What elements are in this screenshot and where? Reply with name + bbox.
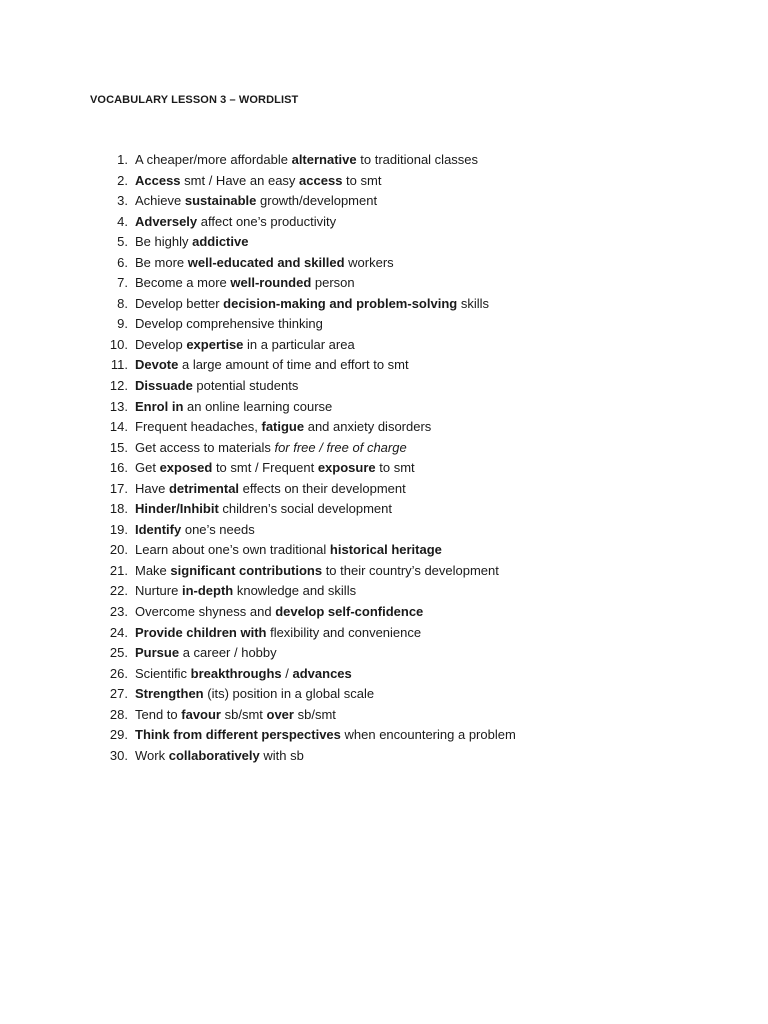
vocab-term: alternative: [291, 152, 357, 167]
item-number: 15.: [109, 439, 128, 455]
vocab-term: advances: [292, 665, 352, 681]
vocab-term: Dissuade: [135, 378, 193, 394]
item-number: 22.: [109, 583, 128, 599]
item-number: 12.: [109, 378, 128, 394]
item-number: 19.: [109, 521, 128, 537]
item-number: 8.: [117, 295, 128, 311]
item-text: [135, 212, 336, 233]
item-text: [135, 232, 248, 253]
item-number: 23.: [109, 604, 128, 620]
item-number: 5.: [117, 234, 128, 250]
vocab-term: expertise: [186, 336, 244, 352]
plain-text: Overcome shyness and: [135, 604, 276, 620]
item-number: 6.: [117, 254, 128, 270]
item-text: [135, 417, 431, 438]
plain-text: sb/smt: [221, 706, 267, 722]
vocab-term: well-rounded: [230, 275, 312, 291]
vocab-term: over: [266, 706, 294, 722]
vocab-term: Provide children with: [135, 624, 267, 640]
item-text: [135, 479, 406, 500]
item-number: 7.: [117, 275, 128, 291]
item-number: 24.: [109, 624, 128, 640]
vocab-term: collaboratively: [168, 747, 260, 763]
item-text: [135, 581, 356, 602]
vocab-term: Hinder/Inhibit: [135, 501, 219, 517]
vocab-term: sustainable: [184, 193, 257, 209]
plain-text: a career / hobby: [179, 645, 277, 661]
vocab-term: fatigue: [261, 419, 305, 435]
item-text: [135, 191, 377, 212]
plain-text: with sb: [259, 747, 304, 763]
plain-text: Have: [135, 480, 169, 496]
plain-text: to their country’s development: [322, 562, 499, 578]
plain-text: children’s social development: [218, 501, 392, 517]
item-text: [135, 273, 355, 294]
item-text: [135, 294, 489, 315]
plain-text: one’s needs: [181, 521, 255, 537]
item-text: [135, 314, 323, 335]
vocab-term: exposure: [317, 460, 376, 476]
vocab-term: develop self-confidence: [275, 604, 424, 620]
item-text: [135, 623, 421, 644]
plain-text: in a particular area: [243, 336, 355, 352]
plain-text: to smt: [342, 172, 382, 188]
vocab-term: Access: [135, 172, 181, 188]
plain-text: flexibility and convenience: [266, 624, 422, 640]
item-number: 29.: [109, 727, 128, 743]
item-number: 4.: [117, 213, 128, 229]
item-text: [135, 643, 277, 664]
plain-text: effects on their development: [239, 480, 406, 496]
plain-text: Develop: [135, 336, 187, 352]
plain-text: /: [281, 665, 293, 681]
vocab-term: Enrol in: [135, 398, 184, 414]
plain-text: sb/smt: [293, 706, 336, 722]
plain-text: knowledge and skills: [233, 583, 357, 599]
item-text: [135, 171, 381, 192]
item-text: [135, 684, 374, 705]
plain-text: workers: [344, 254, 394, 270]
plain-text: and anxiety disorders: [304, 419, 432, 435]
plain-text: Work: [135, 747, 169, 763]
plain-text: Learn about one’s own traditional: [135, 542, 330, 558]
item-number: 16.: [109, 460, 128, 476]
item-number: 14.: [109, 419, 128, 435]
plain-text: Develop comprehensive thinking: [135, 316, 323, 332]
item-text: [135, 335, 355, 356]
item-text: [135, 561, 499, 582]
vocab-term: Identify: [135, 521, 182, 537]
item-text: [135, 602, 423, 623]
plain-text: to traditional classes: [356, 152, 479, 167]
plain-text: affect one’s productivity: [197, 213, 337, 229]
plain-text: Develop better: [135, 295, 224, 311]
item-text: [135, 664, 352, 685]
plain-text: Frequent headaches,: [135, 419, 262, 435]
item-number: 27.: [109, 686, 128, 702]
vocab-term: in-depth: [181, 583, 234, 599]
plain-text: a large amount of time and effort to smt: [178, 357, 409, 373]
item-number: 26.: [109, 665, 128, 681]
vocab-term: Strengthen: [135, 686, 204, 702]
document-title: VOCABULARY LESSON 3 – WORDLIST: [90, 94, 299, 106]
vocab-term: Pursue: [135, 645, 180, 661]
plain-text: Get: [135, 460, 160, 476]
plain-text: Achieve: [135, 193, 185, 209]
item-text: [135, 355, 409, 376]
item-text: [135, 705, 336, 726]
item-text: [135, 438, 407, 459]
item-number: 9.: [117, 316, 128, 332]
item-number: 10.: [109, 336, 128, 352]
item-number: 2.: [117, 172, 128, 188]
vocab-term: Adversely: [135, 213, 198, 229]
plain-text: Nurture: [135, 583, 182, 599]
item-number: 25.: [109, 645, 128, 661]
plain-text: to smt / Frequent: [212, 460, 318, 476]
vocab-term: exposed: [159, 460, 213, 476]
plain-text: smt / Have an easy: [180, 172, 300, 188]
item-number: 30.: [109, 747, 128, 763]
item-text: [135, 540, 442, 561]
vocab-term: access: [299, 172, 343, 188]
vocab-term: breakthroughs: [190, 665, 282, 681]
item-text: [135, 376, 298, 397]
plain-text: to smt: [375, 460, 415, 476]
item-text: [135, 397, 332, 418]
plain-text: an online learning course: [183, 398, 333, 414]
plain-text: growth/development: [256, 193, 378, 209]
plain-text: skills: [457, 295, 489, 311]
vocab-term: historical heritage: [329, 542, 442, 558]
plain-text: potential students: [192, 378, 299, 394]
plain-text: person: [311, 275, 355, 291]
item-text: [135, 725, 516, 746]
plain-text: when encountering a problem: [340, 727, 516, 743]
item-number: 21.: [109, 562, 128, 578]
vocab-term: detrimental: [168, 480, 240, 496]
plain-text: Be more: [135, 254, 188, 270]
vocab-term: Think from different perspectives: [135, 727, 341, 743]
item-text: [135, 458, 415, 479]
item-text: [135, 746, 304, 767]
vocab-term: favour: [181, 706, 221, 722]
item-number: 13.: [109, 398, 128, 414]
item-text: [135, 150, 478, 171]
plain-text: (its) position in a global scale: [203, 686, 375, 702]
plain-text: Get access to materials: [135, 439, 275, 455]
item-number: 11.: [110, 357, 128, 373]
item-number: 28.: [109, 706, 128, 722]
vocab-term: significant contributions: [170, 562, 323, 578]
vocab-term: well-educated and skilled: [187, 254, 345, 270]
vocab-term: Devote: [135, 357, 179, 373]
item-text: [135, 520, 255, 541]
plain-text: Become a more: [135, 275, 231, 291]
plain-text: A cheaper/more affordable: [135, 152, 292, 167]
italic-phrase: for free / free of charge: [274, 439, 407, 455]
plain-text: Make: [135, 562, 171, 578]
item-number: 1.: [117, 152, 128, 167]
item-text: [135, 499, 392, 520]
plain-text: Be highly: [135, 234, 193, 250]
item-number: 18.: [109, 501, 128, 517]
plain-text: Scientific: [135, 665, 191, 681]
item-text: [135, 253, 394, 274]
vocab-term: decision-making and problem-solving: [223, 295, 458, 311]
item-number: 3.: [117, 193, 128, 209]
plain-text: Tend to: [135, 706, 182, 722]
vocab-term: addictive: [192, 234, 249, 250]
item-number: 20.: [109, 542, 128, 558]
item-number: 17.: [109, 480, 128, 496]
